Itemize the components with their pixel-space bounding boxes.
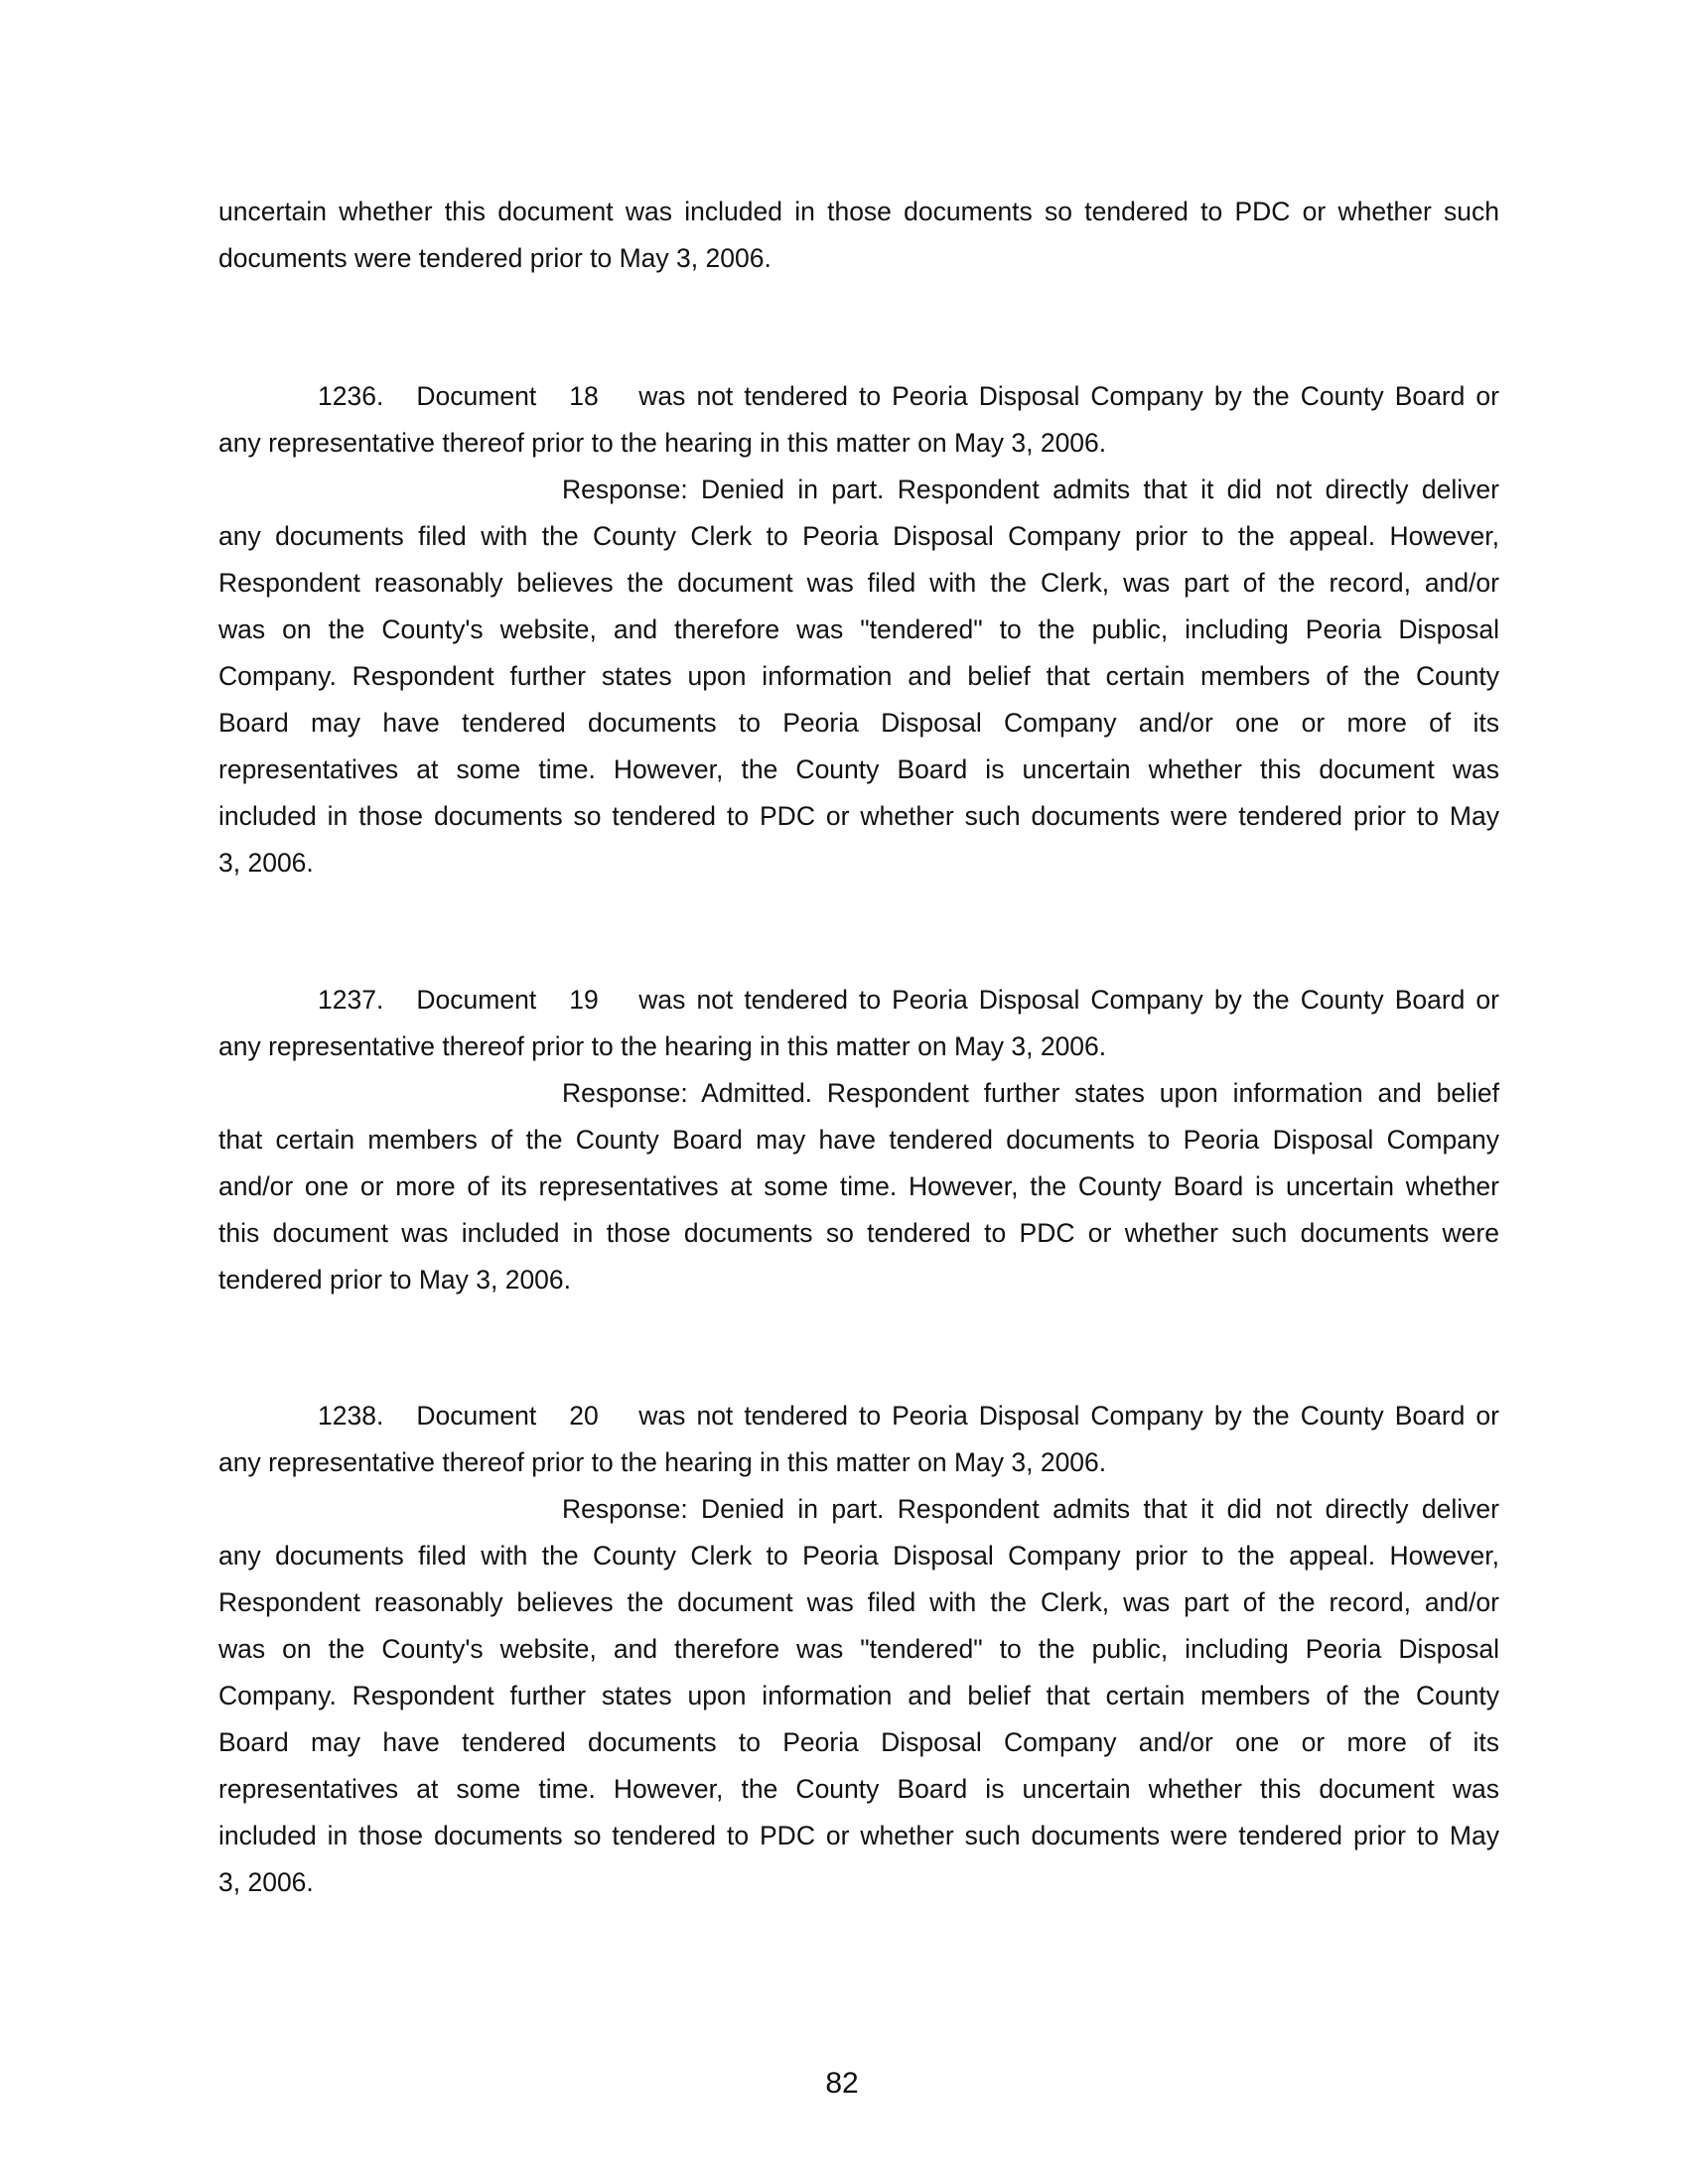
response-line: Board may have tendered documents to Peoria Disposal Company and/or one or more of its <box>218 708 1499 738</box>
response-line: Response: Admitted. Respondent further states upon information and belief <box>562 1078 1499 1108</box>
response-line: Response: Denied in part. Respondent admits that it did not directly deliver <box>562 475 1499 504</box>
carryover-paragraph <box>218 189 1499 282</box>
statement-line: any representative thereof prior to the hearing in this matter on May 3, 2006. <box>218 1447 1107 1477</box>
statement-line: any representative thereof prior to the hearing in this matter on May 3, 2006. <box>218 1031 1107 1061</box>
response-line: representatives at some time. However, the County Board is uncertain whether this document was <box>218 754 1499 784</box>
page-number: 82 <box>825 2067 859 2100</box>
doc-number: 18 <box>569 381 599 411</box>
response-line: was on the County's website, and therefore was "tendered" to the public, including Peoria Disposal <box>218 614 1499 644</box>
item-number: 1238. <box>318 1401 384 1431</box>
response-line: Respondent reasonably believes the document was filed with the Clerk, was part of the record, and/or <box>218 568 1499 598</box>
response-line: that certain members of the County Board may have tendered documents to Peoria Disposal Company <box>218 1125 1499 1155</box>
statement-line: any representative thereof prior to the hearing in this matter on May 3, 2006. <box>218 428 1107 458</box>
response-line: included in those documents so tendered to PDC or whether such documents were tendered prior to May <box>218 801 1499 831</box>
response-line: included in those documents so tendered to PDC or whether such documents were tendered prior to May <box>218 1821 1499 1850</box>
item-number: 1237. <box>318 985 384 1015</box>
response-line: this document was included in those documents so tendered to PDC or whether such documents were <box>218 1218 1499 1248</box>
numbered-item-1237 <box>218 977 1499 1303</box>
doc-label: Document <box>416 1401 537 1431</box>
response-line: 3, 2006. <box>218 1867 314 1897</box>
response-line: Board may have tendered documents to Peoria Disposal Company and/or one or more of its <box>218 1727 1499 1757</box>
response-line: any documents filed with the County Clerk to Peoria Disposal Company prior to the appeal. However, <box>218 521 1499 551</box>
doc-label: Document <box>416 381 537 411</box>
doc-label: Document <box>416 985 537 1015</box>
statement-line <box>218 1393 1499 1439</box>
response-line: tendered prior to May 3, 2006. <box>218 1265 572 1295</box>
statement-text: was not tendered to Peoria Disposal Company by the County Board or <box>638 985 1499 1015</box>
response-line: Respondent reasonably believes the document was filed with the Clerk, was part of the record, and/or <box>218 1587 1499 1617</box>
body-line: uncertain whether this document was included in those documents so tendered to PDC or whether such <box>218 197 1499 226</box>
response-line: Response: Denied in part. Respondent admits that it did not directly deliver <box>562 1494 1499 1524</box>
doc-number: 20 <box>569 1401 599 1431</box>
response-line: representatives at some time. However, the County Board is uncertain whether this document was <box>218 1774 1499 1804</box>
response-line: was on the County's website, and therefore was "tendered" to the public, including Peoria Disposal <box>218 1634 1499 1664</box>
numbered-item-1238 <box>218 1393 1499 1906</box>
statement-line <box>218 373 1499 420</box>
statement-text: was not tendered to Peoria Disposal Company by the County Board or <box>638 1401 1499 1431</box>
response-line: Company. Respondent further states upon information and belief that certain members of the County <box>218 1681 1499 1710</box>
response-line: 3, 2006. <box>218 848 314 878</box>
numbered-item-1236 <box>218 373 1499 887</box>
statement-line <box>218 977 1499 1024</box>
response-line: any documents filed with the County Clerk to Peoria Disposal Company prior to the appeal. However, <box>218 1541 1499 1570</box>
statement-text: was not tendered to Peoria Disposal Company by the County Board or <box>638 381 1499 411</box>
doc-number: 19 <box>569 985 599 1015</box>
body-line: documents were tendered prior to May 3, 2006. <box>218 243 772 273</box>
item-number: 1236. <box>318 381 384 411</box>
response-line: and/or one or more of its representatives at some time. However, the County Board is uncertain whether <box>218 1171 1499 1201</box>
response-line: Company. Respondent further states upon information and belief that certain members of the County <box>218 661 1499 691</box>
